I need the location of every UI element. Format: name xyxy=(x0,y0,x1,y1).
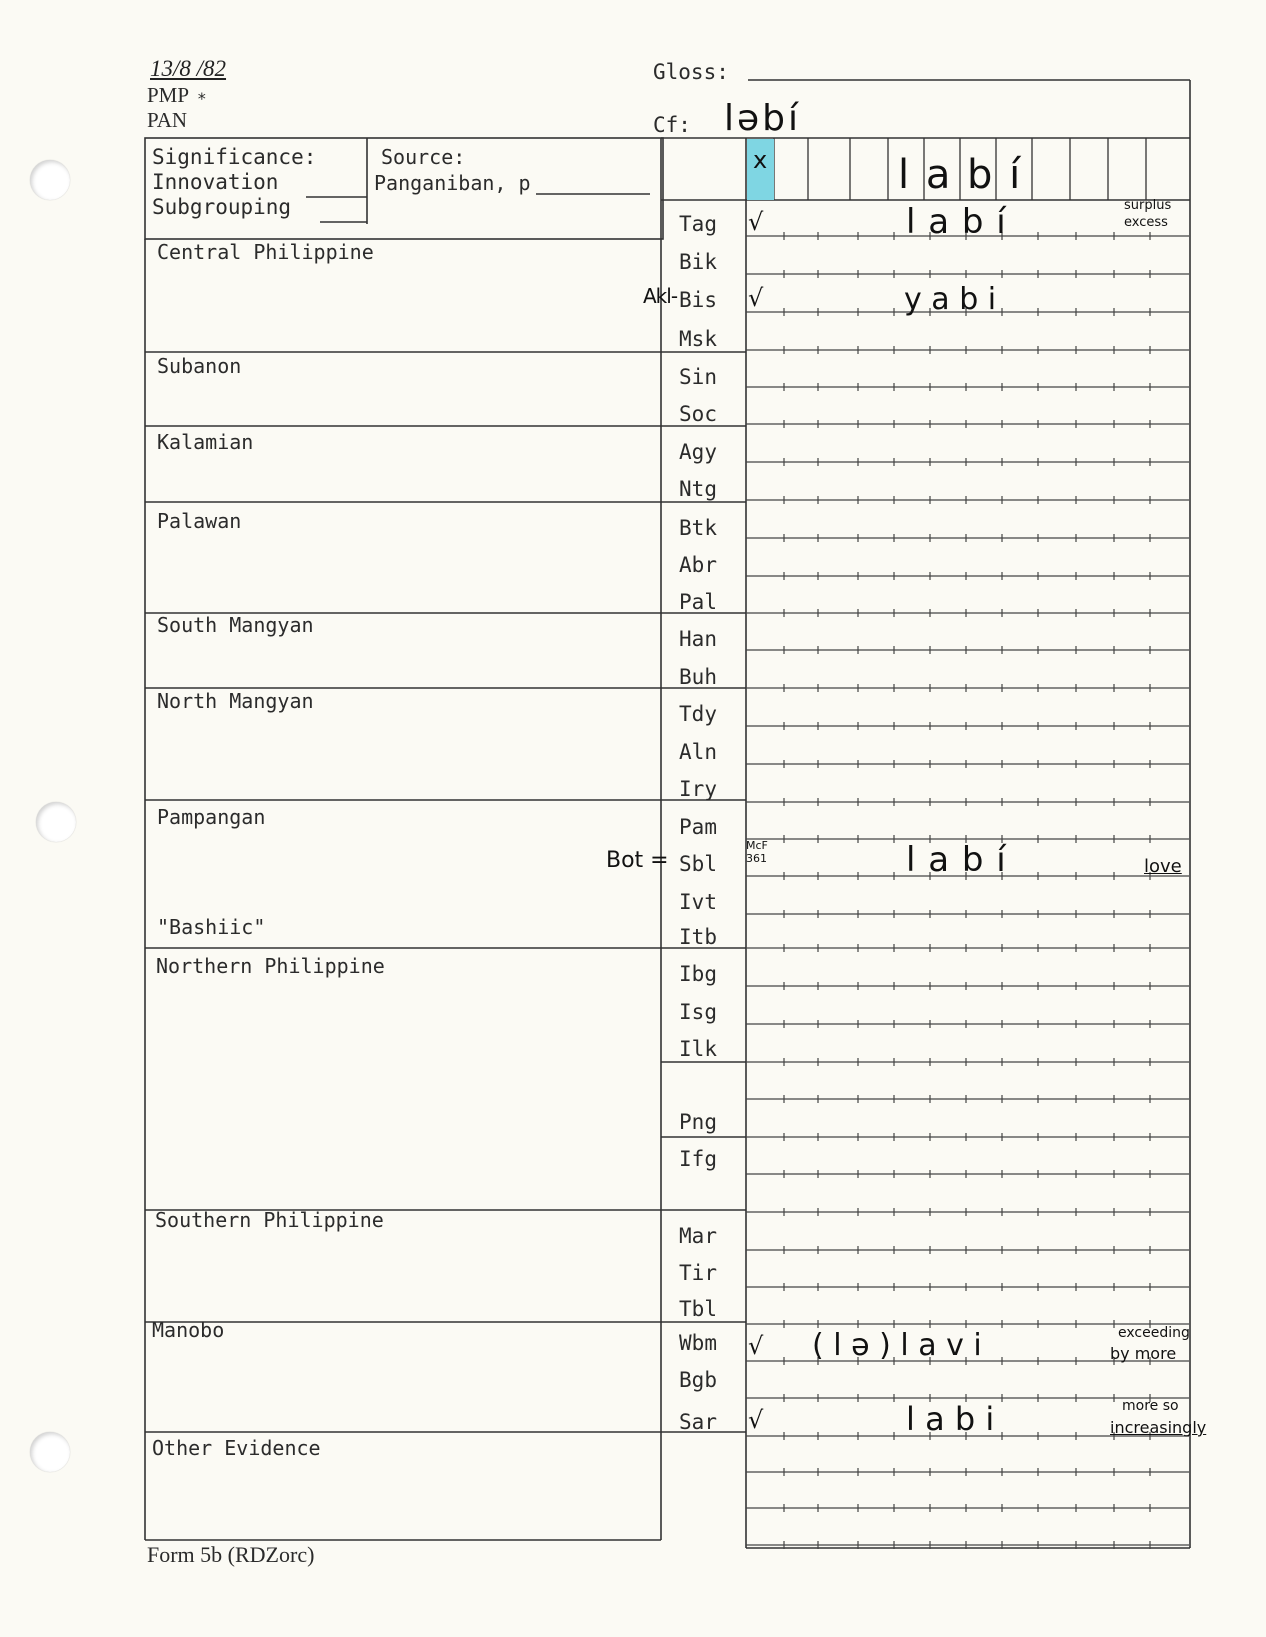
language-bis: Bis xyxy=(679,288,717,312)
language-ivt: Ivt xyxy=(679,890,717,914)
language-tdy: Tdy xyxy=(679,702,717,726)
language-bik: Bik xyxy=(679,250,717,274)
cf-value: ləbí xyxy=(724,98,802,139)
group-subanon: Subanon xyxy=(157,354,242,378)
language-btk: Btk xyxy=(679,516,717,540)
bot-equals: Bot = xyxy=(606,848,669,873)
sar-form: l a b i xyxy=(906,1400,995,1438)
language-mar: Mar xyxy=(679,1224,717,1248)
language-pal: Pal xyxy=(679,590,717,614)
group-south-mangyan: South Mangyan xyxy=(157,613,314,637)
wbm-gloss-1: exceeding xyxy=(1118,1325,1190,1341)
language-itb: Itb xyxy=(679,925,717,949)
cf-label: Cf: xyxy=(653,113,691,137)
akl-prefix: Akl- xyxy=(643,284,678,308)
group-bashiic: "Bashiic" xyxy=(157,915,266,939)
innovation-label: Innovation xyxy=(152,170,279,194)
language-tbl: Tbl xyxy=(679,1297,717,1321)
tag-check: √ xyxy=(748,208,764,236)
language-sin: Sin xyxy=(679,365,717,389)
language-pam: Pam xyxy=(679,815,717,839)
date: 13/8 /82 xyxy=(150,56,227,81)
source-value: Panganiban, p xyxy=(374,171,531,195)
language-soc: Soc xyxy=(679,402,717,426)
language-ifg: Ifg xyxy=(679,1147,717,1171)
language-abr: Abr xyxy=(679,553,717,577)
group-manobo: Manobo xyxy=(152,1318,225,1342)
group-pampangan: Pampangan xyxy=(157,805,266,829)
wbm-form: ( l ə ) l a v i xyxy=(812,1328,982,1363)
significance-title: Significance: xyxy=(152,145,317,169)
group-other-evidence: Other Evidence xyxy=(152,1436,321,1460)
language-sbl: Sbl xyxy=(679,852,717,876)
language-han: Han xyxy=(679,627,717,651)
pmp-label: PMP xyxy=(147,83,190,107)
mcf-ref: McF xyxy=(746,839,768,852)
bis-check: √ xyxy=(748,284,764,312)
group-palawan: Palawan xyxy=(157,509,242,533)
sar-gloss-1: more so xyxy=(1122,1398,1179,1414)
tag-gloss-1: surplus xyxy=(1124,198,1172,213)
group-northern-philippine: Northern Philippine xyxy=(156,954,385,978)
pmp-star: * xyxy=(197,89,207,108)
language-aln: Aln xyxy=(679,740,717,764)
language-isg: Isg xyxy=(679,1000,717,1024)
sbl-form: l a b í xyxy=(906,840,1007,880)
top-row-mark: x xyxy=(753,146,768,174)
language-msk: Msk xyxy=(679,327,717,351)
group-southern-philippine: Southern Philippine xyxy=(155,1208,384,1232)
group-kalamian: Kalamian xyxy=(157,430,254,454)
language-png: Png xyxy=(679,1110,717,1134)
language-bgb: Bgb xyxy=(679,1368,717,1392)
language-wbm: Wbm xyxy=(679,1331,717,1355)
language-ibg: Ibg xyxy=(679,962,717,986)
source-label: Source: xyxy=(381,145,466,169)
pan-label: PAN xyxy=(147,108,188,132)
tag-gloss-2: excess xyxy=(1124,215,1168,230)
language-tir: Tir xyxy=(679,1261,717,1285)
sbl-gloss: love xyxy=(1144,856,1182,877)
language-ntg: Ntg xyxy=(679,477,717,501)
language-ilk: Ilk xyxy=(679,1037,717,1061)
group-central-philippine: Central Philippine xyxy=(157,240,374,264)
language-buh: Buh xyxy=(679,665,717,689)
form-footer: Form 5b (RDZorc) xyxy=(147,1542,315,1567)
sar-gloss-2: increasingly xyxy=(1110,1418,1207,1437)
wbm-gloss-2: by more xyxy=(1110,1344,1177,1363)
sar-check: √ xyxy=(748,1406,764,1434)
language-tag: Tag xyxy=(679,212,717,236)
wbm-check: √ xyxy=(748,1332,764,1360)
group-north-mangyan: North Mangyan xyxy=(157,689,314,713)
bis-form: y a b i xyxy=(904,282,997,317)
language-iry: Iry xyxy=(679,777,717,801)
mcf-page: 361 xyxy=(746,852,767,865)
language-sar: Sar xyxy=(679,1410,717,1434)
top-row-form: l a b í xyxy=(898,152,1023,198)
language-agy: Agy xyxy=(679,440,717,464)
tag-form: l a b í xyxy=(906,202,1007,242)
gloss-label: Gloss: xyxy=(653,60,729,84)
subgrouping-label: Subgrouping xyxy=(152,195,292,219)
